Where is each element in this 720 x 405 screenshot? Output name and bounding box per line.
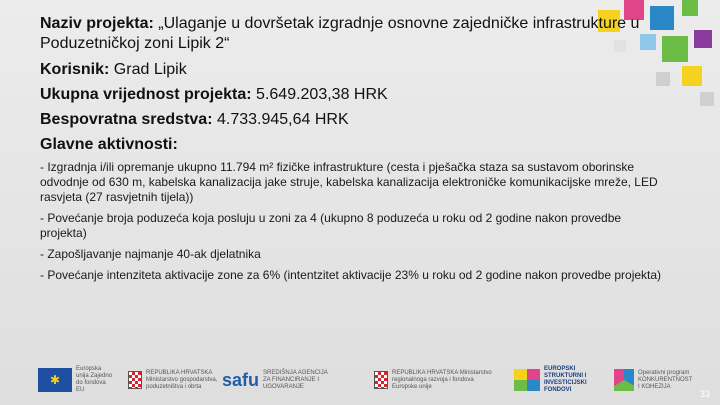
project-title-label: Naziv projekta: — [40, 15, 154, 32]
project-title-value: „Ulaganje u dovršetak izgradnje osnovne zajedničke infrastrukture u Poduzetničkoj zoni Lipik 2“ — [40, 15, 640, 52]
activity-item: - Povećanje broja poduzeća koja posluju u zoni za 4 (ukupno 8 poduzeća u roku od 2 godine nakon provedbe projekta) — [40, 211, 622, 240]
total-value-amount: 5.649.203,38 HRK — [256, 86, 388, 103]
deco-square — [682, 66, 702, 86]
safu-text: SREDIŠNJA AGENCIJA ZA FINANCIRANJE I UGOVARANJE — [263, 369, 328, 390]
esif-text: EUROPSKI STRUKTURNI I INVESTICIJSKI FONDOVI — [544, 366, 587, 393]
deco-square — [694, 30, 712, 48]
grant-value — [40, 110, 670, 130]
project-info — [40, 14, 670, 289]
safu-brand: safu — [222, 369, 260, 390]
croatian-crest-icon — [128, 371, 142, 389]
operational-programme-logo — [614, 363, 692, 397]
croatian-crest-icon — [374, 371, 388, 389]
project-title — [40, 14, 670, 54]
ministry-economy-logo — [128, 363, 226, 397]
ministry-economy-text: REPUBLIKA HRVATSKA Ministarstvo gospodarstva, poduzetništva i obrta — [146, 369, 218, 390]
grant-amount: 4.733.945,64 HRK — [216, 111, 349, 128]
total-value — [40, 85, 670, 105]
grant-label: Bespovratna sredstva: — [40, 111, 213, 128]
eu-flag-icon: ✱ — [38, 368, 72, 392]
beneficiary-value: Grad Lipik — [113, 61, 187, 78]
op-text: Operativni program KONKURENTNOST I KOHEZIJA — [638, 369, 693, 390]
ministry-regional-logo — [374, 363, 496, 397]
deco-square — [682, 0, 698, 16]
esif-mosaic-icon — [514, 369, 540, 391]
page-number: 33 — [699, 389, 710, 399]
op-mosaic-icon — [614, 369, 634, 391]
activity-item: - Povećanje intenziteta aktivacije zone za 6% (intentzitet aktivacije 23% u roku od 2 godine nakon provedbe projekta) — [40, 268, 662, 282]
deco-square — [700, 92, 714, 106]
eu-text: Europska unija Zajedno do fondova EU — [76, 366, 113, 393]
beneficiary-label: Korisnik: — [40, 61, 110, 78]
eu-logo — [38, 363, 114, 397]
footer-logos — [0, 355, 720, 405]
activities-label: Glavne aktivnosti: — [40, 136, 178, 153]
beneficiary — [40, 60, 670, 80]
activities-heading — [40, 135, 670, 155]
activity-item: - Zapošljavanje najmanje 40-ak djelatnika — [40, 247, 261, 261]
ministry-regional-text: REPUBLIKA HRVATSKA Ministarstvo regionalnoga razvoja i fondova Europske unije — [392, 369, 492, 390]
safu-logo — [222, 363, 333, 397]
activity-item: - Izgradnja i/ili opremanje ukupno 11.794 m² fizičke infrastrukture (cesta i pješačka staza sa sustavom oborinske odvodnje od 630 m, kabelska kanalizacija jake struje, kabelska kanalizacija elektroničke komunikacijske mreže, LED rasvjeta (27 rasvjetnih tijela)) — [40, 160, 658, 204]
esif-logo — [514, 363, 614, 397]
total-value-label: Ukupna vrijednost projekta: — [40, 86, 252, 103]
